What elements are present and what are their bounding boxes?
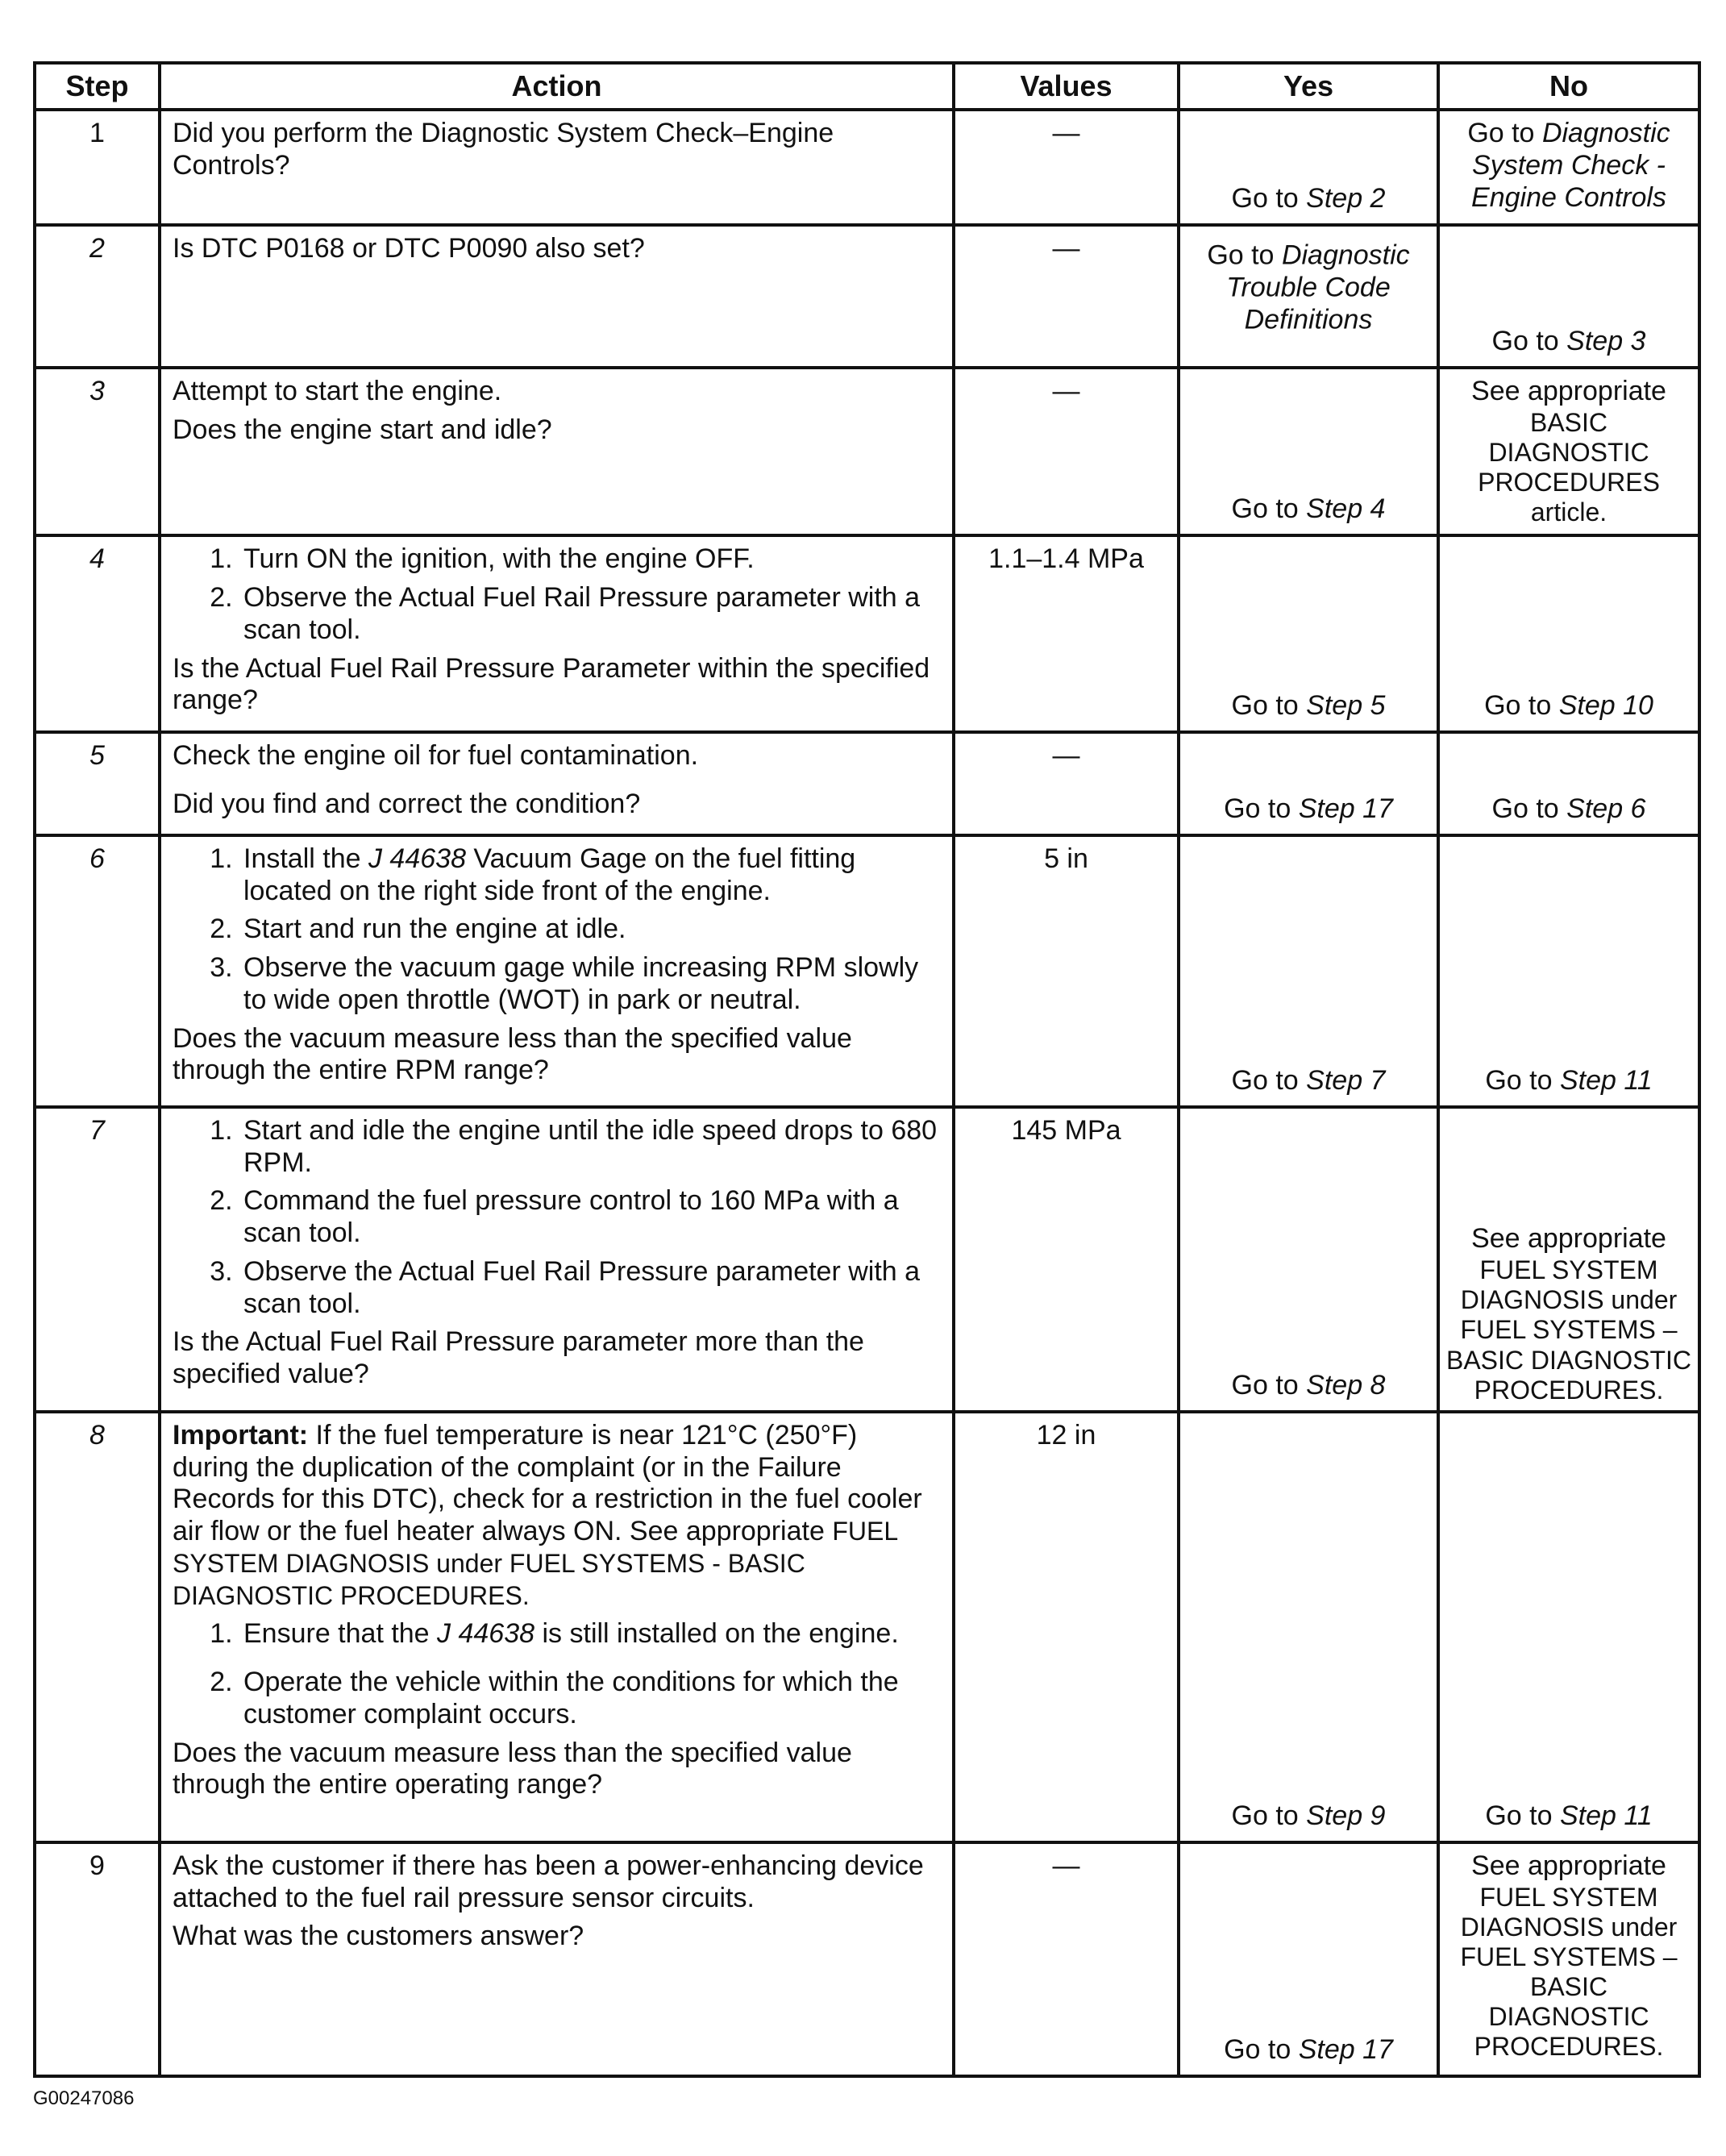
action-cell	[160, 368, 954, 535]
yes-cell	[1179, 225, 1438, 368]
value-cell: —	[954, 732, 1179, 835]
action-text: Ask the customer if there has been a power-enhancing device attached to the fuel rail pressure sensor circuits.	[173, 1850, 924, 1913]
yes-cell	[1179, 368, 1438, 535]
see-appropriate-text: See appropriate	[1471, 376, 1666, 406]
goto-prefix: Go to	[1467, 118, 1535, 148]
goto-prefix: Go to	[1485, 1800, 1553, 1831]
step-number: 6	[35, 835, 160, 1107]
procedure-link[interactable]: FUEL SYSTEM DIAGNOSIS under FUEL SYSTEMS – BASIC DIAGNOSTIC PROCEDURES.	[1445, 1255, 1692, 1405]
goto-prefix: Go to	[1231, 690, 1299, 722]
action-text: Check the engine oil for fuel contamination.	[173, 740, 699, 772]
action-cell	[160, 535, 954, 732]
no-cell	[1438, 1107, 1699, 1412]
value-cell: 145 MPa	[954, 1107, 1179, 1412]
goto-prefix: Go to	[1224, 2033, 1291, 2065]
goto-prefix: Go to	[1224, 793, 1291, 824]
step-number: 7	[35, 1107, 160, 1412]
table-row	[35, 1842, 1699, 2076]
goto-link[interactable]: Step 11	[1559, 1064, 1653, 1096]
step-number: 3	[35, 368, 160, 535]
goto-prefix: Go to	[1231, 1369, 1299, 1401]
value-cell: —	[954, 110, 1179, 225]
no-cell	[1438, 1412, 1699, 1842]
action-cell	[160, 110, 954, 225]
procedure-link[interactable]: FUEL SYSTEM DIAGNOSIS under FUEL SYSTEMS – BASIC DIAGNOSTIC PROCEDURES.	[1460, 1882, 1678, 2062]
table-row	[35, 535, 1699, 732]
value-cell: 5 in	[954, 835, 1179, 1107]
goto-link[interactable]: Step 4	[1306, 493, 1386, 525]
yes-cell	[1179, 1107, 1438, 1412]
step-number: 1	[35, 110, 160, 225]
action-step: 2. Start and run the engine at idle.	[240, 914, 941, 946]
goto-prefix: Go to	[1484, 690, 1552, 722]
figure-code: G00247086	[33, 2087, 135, 2109]
procedure-link[interactable]: BASIC DIAGNOSTIC PROCEDURES	[1478, 407, 1660, 497]
goto-prefix: Go to	[1485, 1064, 1553, 1096]
header-row	[35, 63, 1699, 110]
action-cell	[160, 835, 954, 1107]
goto-link[interactable]: Step 8	[1306, 1369, 1386, 1401]
table-row	[35, 835, 1699, 1107]
step-number: 4	[35, 535, 160, 732]
goto-link[interactable]: Step 9	[1306, 1800, 1386, 1831]
action-step: 3. Observe the Actual Fuel Rail Pressure parameter with a scan tool.	[240, 1256, 941, 1321]
action-question: Is the Actual Fuel Rail Pressure Parameter within the specified range?	[173, 652, 930, 716]
see-appropriate-text: See appropriate	[1471, 1850, 1666, 1881]
value-cell: —	[954, 1842, 1179, 2076]
no-cell	[1438, 535, 1699, 732]
action-step: 2. Operate the vehicle within the conditions for which the customer complaint occurs.	[240, 1667, 941, 1731]
goto-prefix: Go to	[1207, 239, 1275, 271]
action-cell	[160, 225, 954, 368]
action-step: 2. Command the fuel pressure control to 160 MPa with a scan tool.	[240, 1185, 941, 1250]
action-steps	[173, 543, 941, 646]
goto-link[interactable]: Step 17	[1298, 2033, 1393, 2065]
see-appropriate-text: See appropriate	[1471, 1223, 1666, 1255]
action-cell	[160, 1107, 954, 1412]
no-cell	[1438, 1842, 1699, 2076]
value-cell: —	[954, 225, 1179, 368]
action-question: Does the engine start and idle?	[173, 414, 552, 445]
action-cell	[160, 732, 954, 835]
action-question: What was the customers answer?	[173, 1921, 584, 1952]
goto-prefix: Go to	[1231, 1064, 1299, 1096]
action-step: 1. Start and idle the engine until the idle speed drops to 680 RPM.	[240, 1115, 941, 1180]
procedure-link[interactable]: FUEL SYSTEM DIAGNOSIS under FUEL SYSTEMS - BASIC DIAGNOSTIC PROCEDURES.	[173, 1517, 897, 1610]
goto-link[interactable]: Step 7	[1306, 1064, 1386, 1096]
diagnostic-table	[33, 61, 1701, 2078]
goto-link[interactable]: Diagnostic Trouble Code Definitions	[1226, 239, 1410, 335]
table-row	[35, 732, 1699, 835]
action-question: Does the vacuum measure less than the specified value through the entire RPM range?	[173, 1022, 852, 1086]
goto-prefix: Go to	[1491, 326, 1559, 357]
important-label: Important:	[173, 1419, 309, 1451]
article-text: article.	[1530, 497, 1607, 527]
action-step: 1. Ensure that the J 44638 is still installed on the engine.	[240, 1618, 941, 1650]
action-step: 1. Install the J 44638 Vacuum Gage on the fuel fitting located on the right side front of the engine.	[240, 843, 941, 908]
value-cell: 12 in	[954, 1412, 1179, 1842]
no-cell	[1438, 732, 1699, 835]
table-row	[35, 368, 1699, 535]
header-step: Step	[35, 63, 160, 110]
table-row	[35, 1107, 1699, 1412]
action-text: Did you perform the Diagnostic System Check–Engine Controls?	[173, 118, 834, 181]
value-cell: 1.1–1.4 MPa	[954, 535, 1179, 732]
goto-link[interactable]: Step 5	[1306, 690, 1386, 722]
action-text: Is DTC P0168 or DTC P0090 also set?	[173, 233, 645, 264]
action-question: Does the vacuum measure less than the specified value through the entire operating range?	[173, 1737, 852, 1800]
no-cell	[1438, 835, 1699, 1107]
header-values: Values	[954, 63, 1179, 110]
yes-cell	[1179, 835, 1438, 1107]
goto-link[interactable]: Step 17	[1298, 793, 1393, 824]
action-question: Did you find and correct the condition?	[173, 788, 641, 819]
goto-link[interactable]: Diagnostic System Check - Engine Controls	[1471, 118, 1670, 213]
action-step: 2. Observe the Actual Fuel Rail Pressure parameter with a scan tool.	[240, 582, 941, 647]
no-cell	[1438, 225, 1699, 368]
action-steps	[173, 1618, 941, 1730]
no-cell	[1438, 110, 1699, 225]
goto-link[interactable]: Step 3	[1566, 326, 1646, 357]
table-row	[35, 110, 1699, 225]
goto-prefix: Go to	[1491, 793, 1559, 824]
action-text: Attempt to start the engine.	[173, 376, 502, 406]
goto-link[interactable]: Step 2	[1306, 183, 1386, 214]
yes-cell	[1179, 732, 1438, 835]
tool-reference: J 44638	[368, 843, 466, 874]
goto-prefix: Go to	[1231, 493, 1299, 525]
step-number: 9	[35, 1842, 160, 2076]
action-question: Is the Actual Fuel Rail Pressure parameter more than the specified value?	[173, 1326, 864, 1390]
table-row	[35, 1412, 1699, 1842]
header-no: No	[1438, 63, 1699, 110]
action-cell	[160, 1842, 954, 2076]
action-steps	[173, 1115, 941, 1321]
yes-cell	[1179, 1412, 1438, 1842]
goto-prefix: Go to	[1231, 183, 1299, 214]
goto-link[interactable]: Step 11	[1559, 1800, 1653, 1831]
goto-prefix: Go to	[1231, 1800, 1299, 1831]
step-number: 5	[35, 732, 160, 835]
important-note: Important: If the fuel temperature is near 121°C (250°F) during the duplication of the complaint (or in the Failure Records for this DTC), check for a restriction in the fuel cooler air flow or the fuel heater always ON. See appropriate FUEL SYSTEM DIAGNOSIS under FUEL SYSTEMS - BASIC DIAGNOSTIC PROCEDURES.	[173, 1419, 922, 1610]
header-action: Action	[160, 63, 954, 110]
yes-cell	[1179, 110, 1438, 225]
step-number: 2	[35, 225, 160, 368]
table-row	[35, 225, 1699, 368]
no-cell	[1438, 368, 1699, 535]
action-step: 1. Turn ON the ignition, with the engine OFF.	[240, 543, 941, 576]
action-cell	[160, 1412, 954, 1842]
value-cell: —	[954, 368, 1179, 535]
action-steps	[173, 843, 941, 1017]
tool-reference: J 44638	[437, 1618, 535, 1650]
step-number: 8	[35, 1412, 160, 1842]
header-yes: Yes	[1179, 63, 1438, 110]
goto-link[interactable]: Step 6	[1566, 793, 1646, 824]
yes-cell	[1179, 1842, 1438, 2076]
yes-cell	[1179, 535, 1438, 732]
goto-link[interactable]: Step 10	[1558, 690, 1653, 722]
action-step: 3. Observe the vacuum gage while increasing RPM slowly to wide open throttle (WOT) in park or neutral.	[240, 952, 941, 1017]
